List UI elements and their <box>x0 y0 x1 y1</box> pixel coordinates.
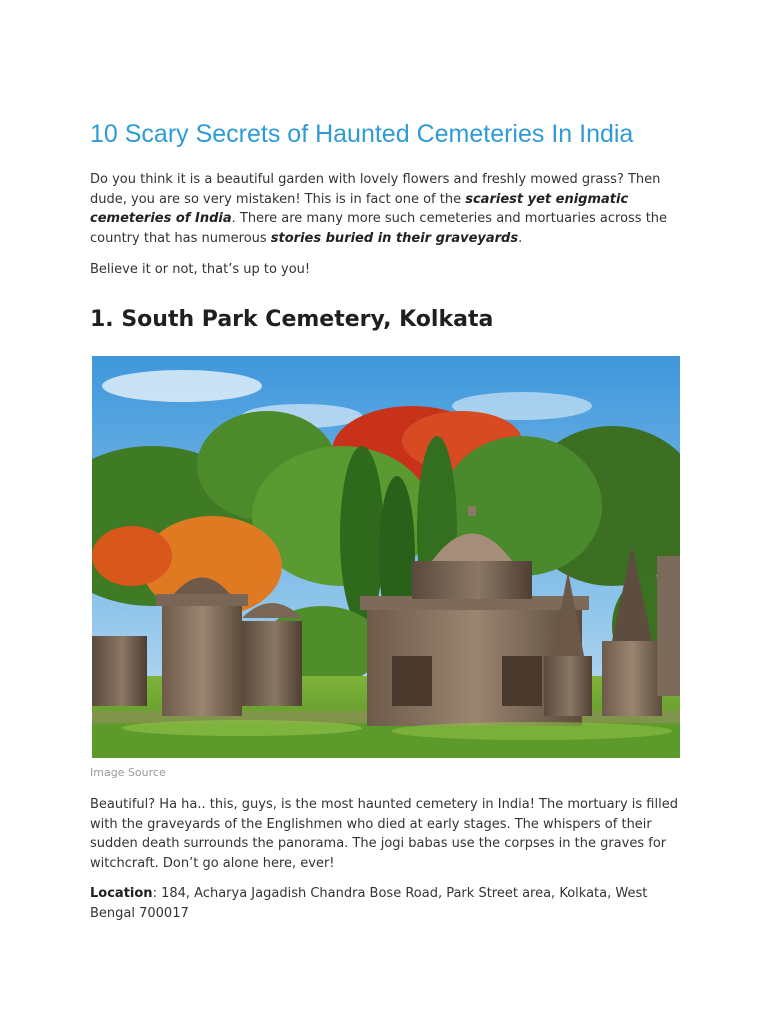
intro-text-3: . <box>518 230 523 246</box>
intro-emphasis-1: scariest yet enigmatic cemeteries of India <box>90 191 629 226</box>
article-title: 10 Scary Secrets of Haunted Cemeteries In India <box>90 120 634 148</box>
location-value: : 184, Acharya Jagadish Chandra Bose Road, Park Street area, Kolkata, West Bengal 700017 <box>90 886 648 921</box>
believe-paragraph: Believe it or not, that’s up to you! <box>90 262 311 277</box>
intro-emphasis-2: stories buried in their graveyards <box>270 230 519 246</box>
cemetery-photo <box>92 356 680 758</box>
intro-paragraph <box>90 170 680 248</box>
location-label: Location <box>90 886 153 901</box>
intro-text-2: . There are many more such cemeteries and mortuaries across the country that has numerous <box>90 211 668 246</box>
section-heading: 1. South Park Cemetery, Kolkata <box>90 307 494 332</box>
intro-text-1: Do you think it is a beautiful garden with lovely flowers and freshly mowed grass? Then dude, you are so very mistaken! This is in fact one of the <box>90 172 661 207</box>
location-paragraph <box>90 884 680 923</box>
section-body: Beautiful? Ha ha.. this, guys, is the most haunted cemetery in India! The mortuary is filled with the graveyards of the Englishmen who died at early stages. The whispers of their sudden death surrounds the panorama. The jogi babas use the corpses in the graves for witchcraft. Don’t go alone here, ever! <box>90 797 678 871</box>
image-source-caption[interactable]: Image Source <box>90 766 166 779</box>
